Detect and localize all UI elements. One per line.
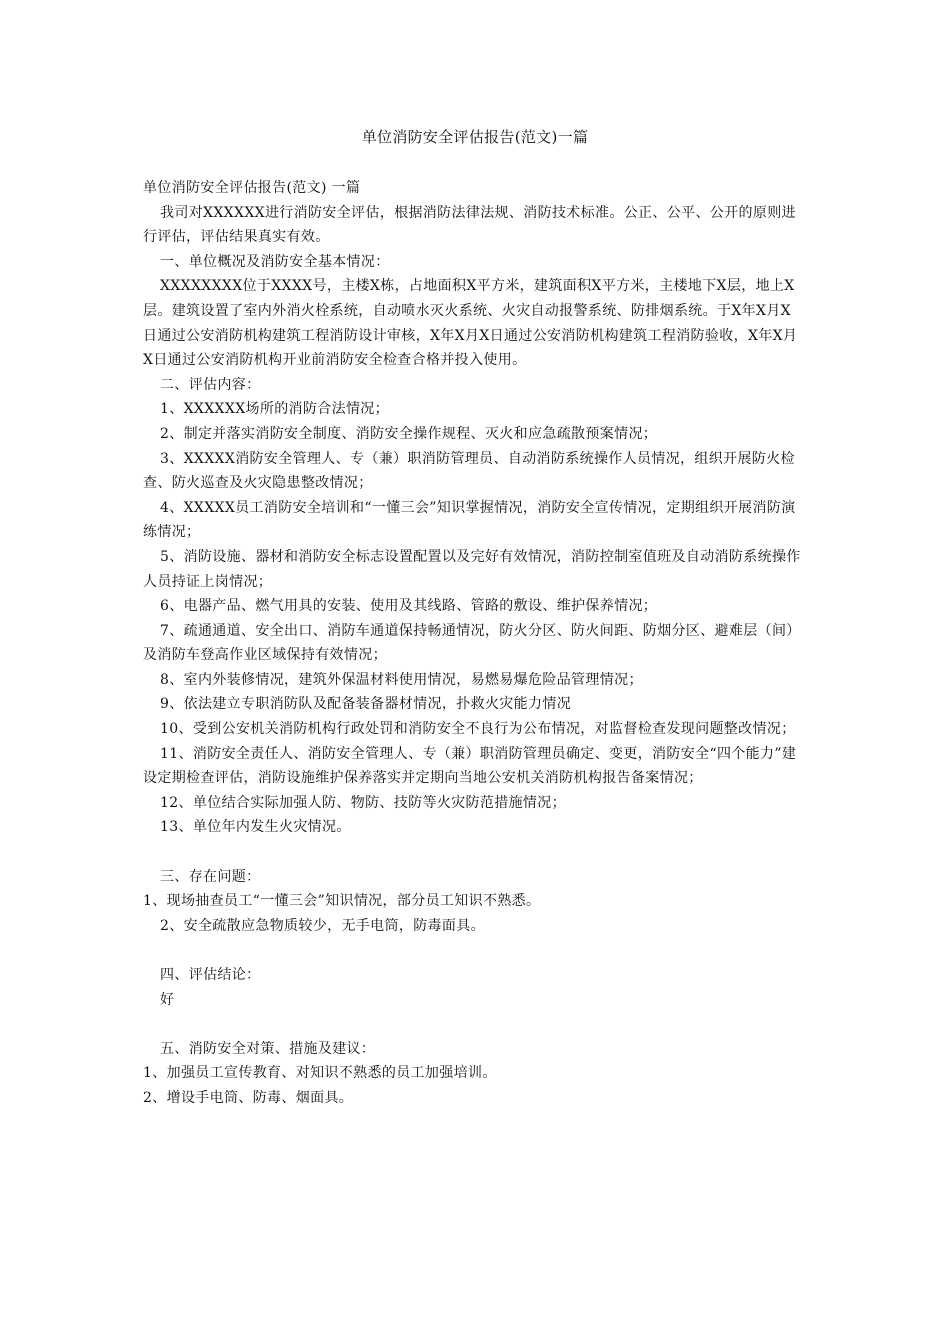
list-item: 7、疏通通道、安全出口、消防车通道保持畅通情况，防火分区、防火间距、防烟分区、避难层（间）及消防车登高作业区域保持有效情况； [143,622,801,664]
section1-text: XXXXXXXX位于XXXX号，主楼X栋，占地面积X平方米，建筑面积X平方米，主楼地下X层，地上X层。建筑设置了室内外消火栓系统，自动喷水灭火系统、火灾自动报警系统、防排烟系统。于X年X月X日通过公安消防机构建筑工程消防设计审核，X年X月X日通过公安消防机构建筑工程消防验收，X年X月X日通过公安消防机构开业前消防安全检查合格并投入使用。 [143,278,798,369]
spacer [143,1012,803,1037]
intro-paragraph: 我司对XXXXXX进行消防安全评估，根据消防法律法规、消防技术标准。公正、公平、公开的原则进行评估，评估结果真实有效。 [143,204,796,246]
list-item: 8、室内外装修情况，建筑外保温材料使用情况，易燃易爆危险品管理情况； [160,671,643,688]
list-item: 1、现场抽查员工“一懂三会”知识情况，部分员工知识不熟悉。 [143,893,541,910]
section4-heading: 四、评估结论： [160,967,261,983]
section3-heading: 三、存在问题： [160,868,261,885]
document-body [143,176,803,1111]
list-item: 9、依法建立专职消防队及配备装备器材情况，扑救火灾能力情况 [160,696,572,713]
list-item: 1、加强员工宣传教育、对知识不熟悉的员工加强培训。 [143,1065,497,1082]
list-item: 2、安全疏散应急物质较少，无手电筒，防毒面具。 [160,917,485,934]
section1-heading: 一、单位概况及消防安全基本情况： [160,253,390,270]
list-item: 11、消防安全责任人、消防安全管理人、专（兼）职消防管理员确定、变更，消防安全“四个能力”建设定期检查评估，消防设施维护保养落实并定期向当地公安机关消防机构报告备案情况； [143,745,797,787]
list-item: 1、XXXXXX场所的消防合法情况； [160,401,390,418]
spacer [143,938,803,963]
list-item: 3、XXXXX消防安全管理人、专（兼）职消防管理员、自动消防系统操作人员情况，组织开展防火检查、防火巡查及火灾隐患整改情况； [143,450,795,492]
section5-heading: 五、消防安全对策、措施及建议： [160,1040,376,1057]
list-item: 2、增设手电筒、防毒、烟面具。 [143,1089,354,1106]
document-subtitle: 单位消防安全评估报告(范文) 一篇 [143,180,361,196]
list-item: 6、电器产品、燃气用具的安装、使用及其线路、管路的敷设、维护保养情况； [160,598,658,615]
list-item: 2、制定并落实消防安全制度、消防安全操作规程、灭火和应急疏散预案情况； [160,425,658,442]
list-item: 13、单位年内发生火灾情况。 [160,819,351,836]
list-item: 5、消防设施、器材和消防安全标志设置配置以及完好有效情况，消防控制室值班及自动消防系统操作人员持证上岗情况； [143,548,801,590]
section4-text: 好 [160,991,175,1008]
spacer [143,840,803,865]
list-item: 12、单位结合实际加强人防、物防、技防等火灾防范措施情况； [160,794,566,811]
section2-heading: 二、评估内容： [160,376,261,393]
list-item: 4、XXXXX员工消防安全培训和“一懂三会”知识掌握情况，消防安全宣传情况，定期组织开展消防演练情况； [143,499,796,541]
list-item: 10、受到公安机关消防机构行政处罚和消防安全不良行为公布情况，对监督检查发现问题整改情况； [160,721,796,738]
document-title: 单位消防安全评估报告(范文)一篇 [361,128,589,146]
